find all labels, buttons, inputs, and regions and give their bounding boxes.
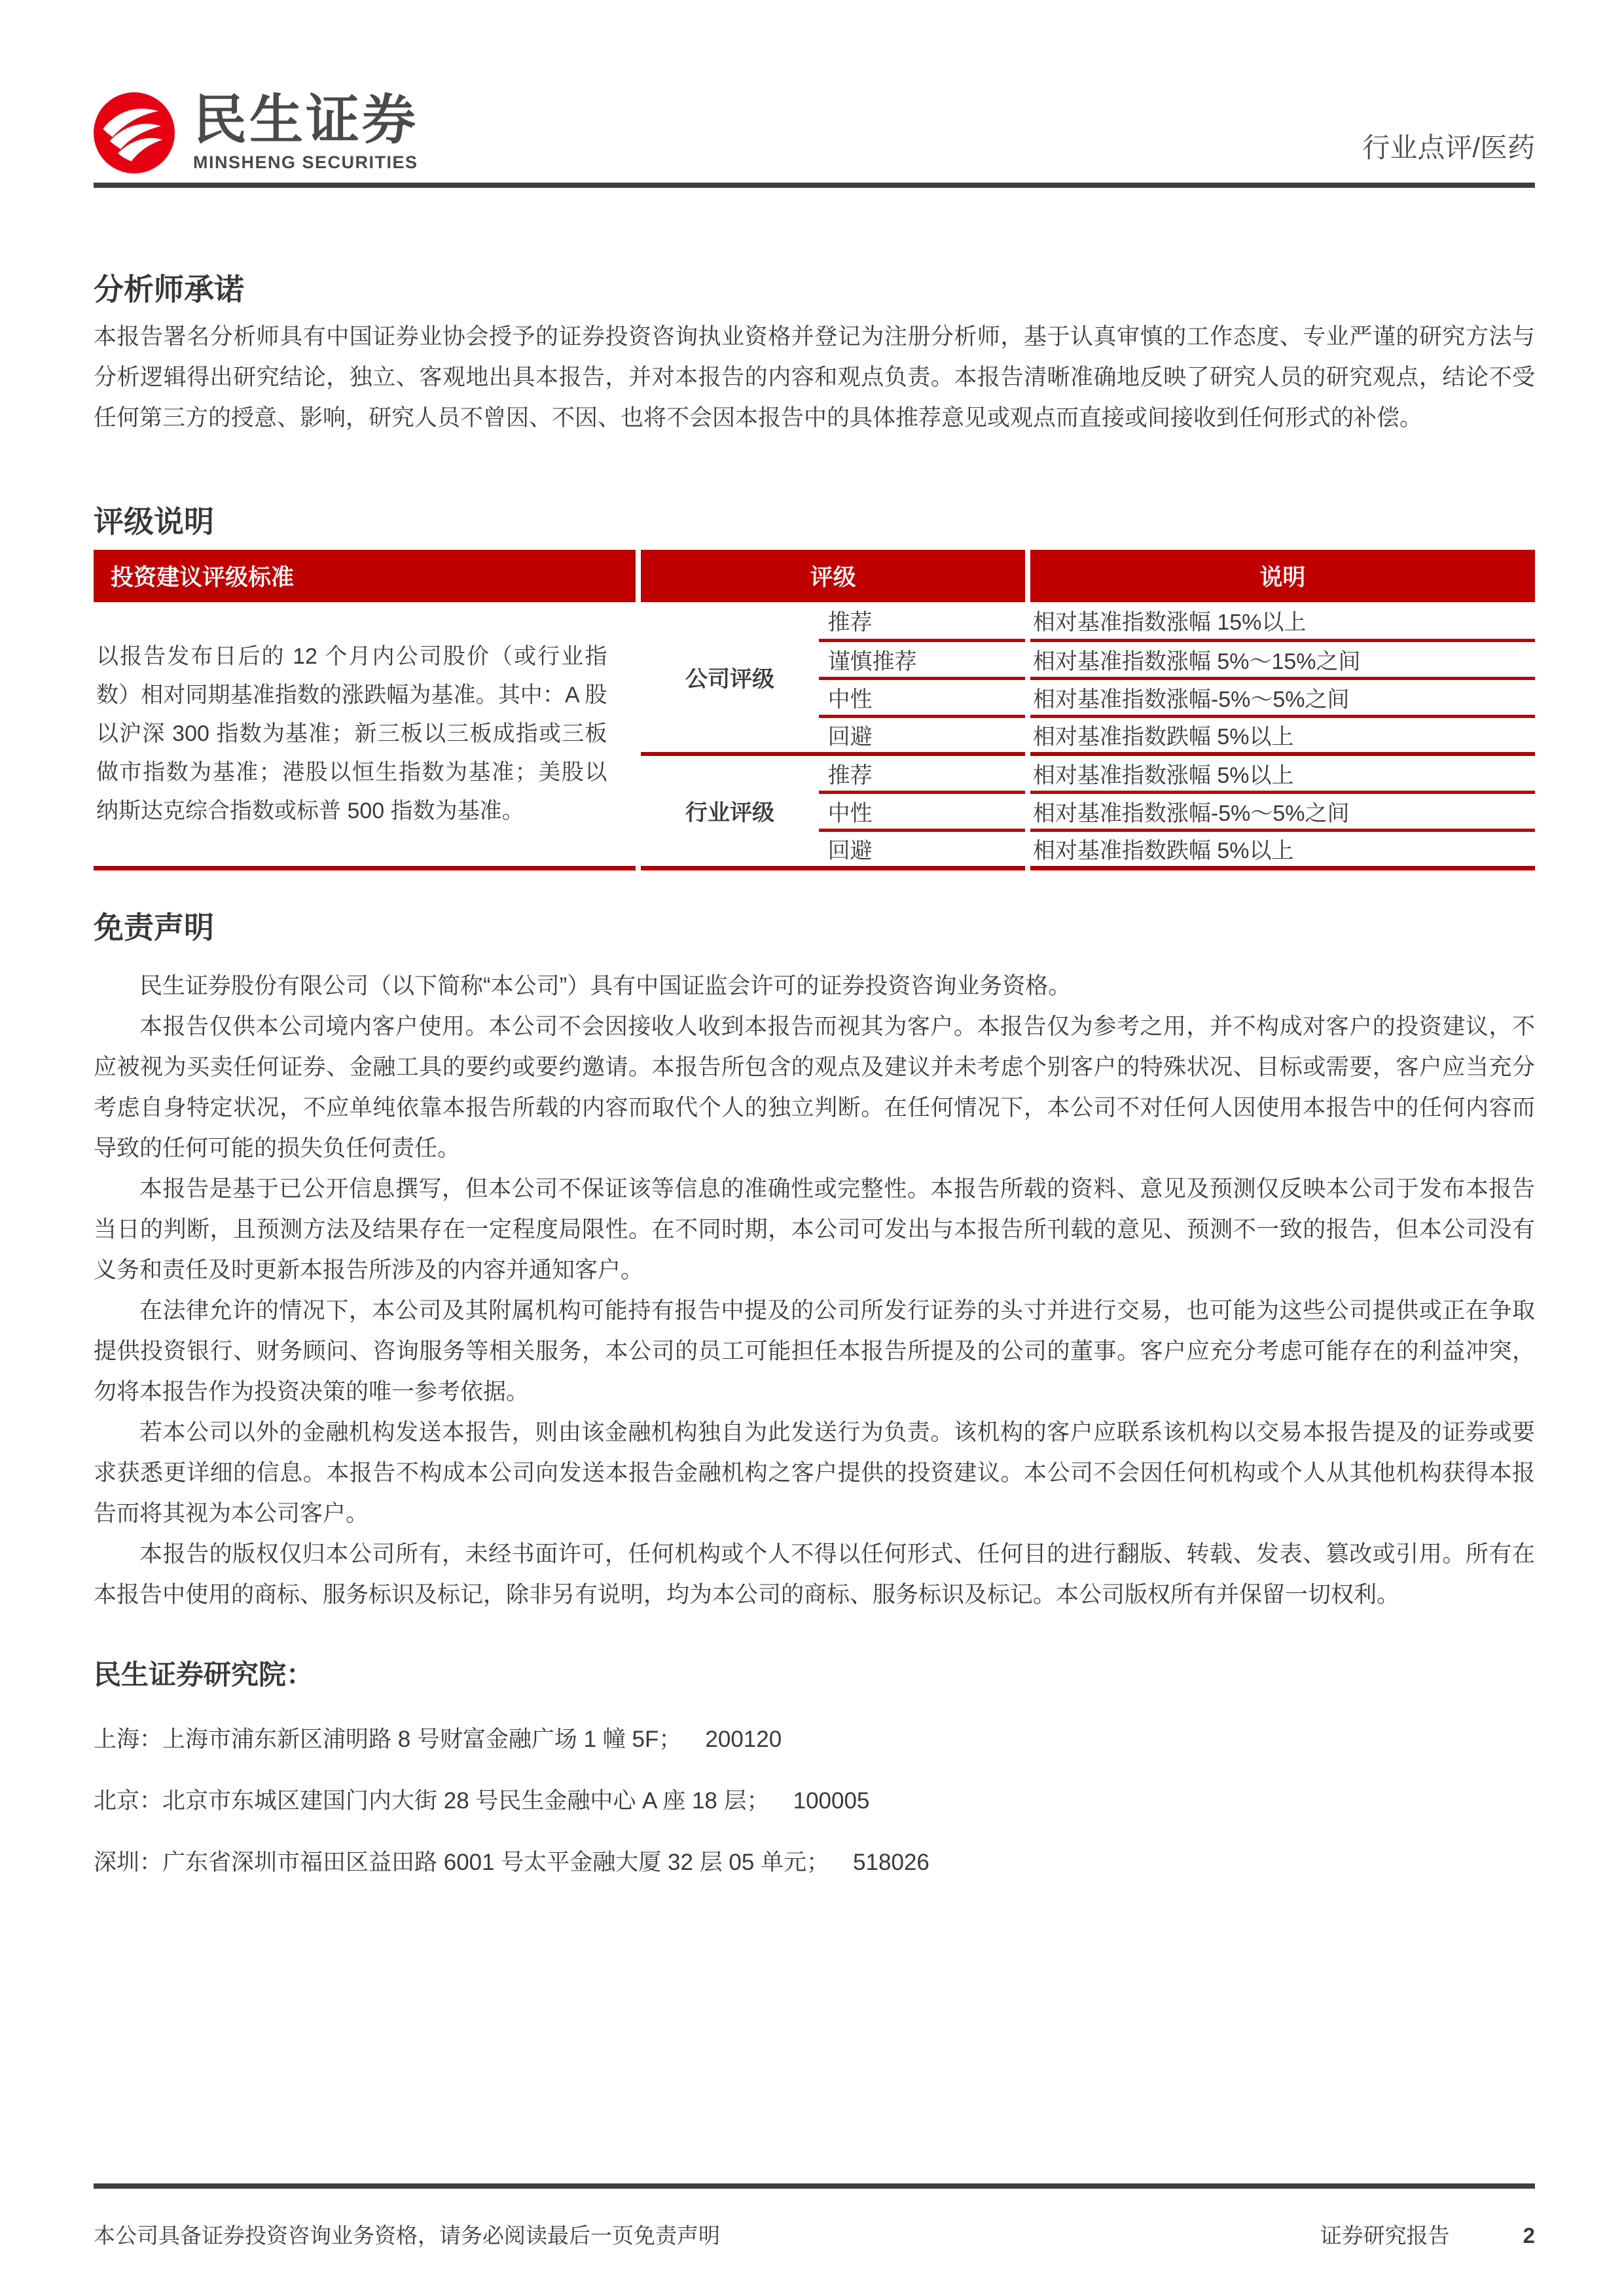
col-header-rating: 评级: [638, 550, 1028, 602]
office-shanghai: [94, 1721, 1535, 1754]
minsheng-logo-icon: [94, 92, 175, 173]
rating-desc: 相对基准指数涨幅 5%以上: [1028, 754, 1535, 792]
disclaimer-paragraph: 若本公司以外的金融机构发送本报告，则由该金融机构独自为此发送行为负责。该机构的客户应联系该机构以交易本报告提及的证券或要求获悉更详细的信息。本报告不构成本公司向发送本报告金融机构之客户提供的投资建议。本公司不会因任何机构或个人从其他机构获得本报告而将其视为本公司客户。: [94, 1420, 1535, 1527]
page-header: [94, 0, 1535, 188]
table-row: [94, 602, 1535, 640]
rating-table: [94, 550, 1535, 870]
analyst-commitment-title: 分析师承诺: [94, 272, 244, 306]
page-footer: [94, 2183, 1535, 2250]
footer-qualification-note: 本公司具备证券投资咨询业务资格，请务必阅读最后一页免责声明: [94, 2223, 720, 2248]
footer-right: [1320, 2219, 1535, 2250]
logo-name-en: MINSHENG SECURITIES: [193, 152, 418, 173]
rating-desc: 相对基准指数涨幅 15%以上: [1028, 602, 1535, 640]
rating-name: 谨慎推荐: [819, 640, 1028, 678]
disclaimer-paragraph: 本报告的版权仅归本公司所有，未经书面许可，任何机构或个人不得以任何形式、任何目的进行翻版、转载、发表、篡改或引用。所有在本报告中使用的商标、服务标识及标记，除非另有说明，均为本公司的商标、服务标识及标记。本公司版权所有并保留一切权利。: [94, 1541, 1535, 1608]
office-address: 深圳：广东省深圳市福田区益田路 6001 号太平金融大厦 32 层 05 单元；: [94, 1850, 830, 1876]
rating-desc: 相对基准指数涨幅-5%～5%之间: [1028, 792, 1535, 830]
analyst-commitment-body: 本报告署名分析师具有中国证券业协会授予的证券投资咨询执业资格并登记为注册分析师，基于认真审慎的工作态度、专业严谨的研究方法与分析逻辑得出研究结论，独立、客观地出具本报告，并对本报告的内容和观点负责。本报告清晰准确地反映了研究人员的研究观点，结论不受任何第三方的授意、影响，研究人员不曾因、不因、也将不会因本报告中的具体推荐意见或观点而直接或间接收到任何形式的补偿。: [94, 323, 1535, 431]
rating-desc: 相对基准指数跌幅 5%以上: [1028, 830, 1535, 868]
disclaimer-paragraph: 本报告是基于已公开信息撰写，但本公司不保证该等信息的准确性或完整性。本报告所载的资料、意见及预测仅反映本公司于发布本报告当日的判断，且预测方法及结果存在一定程度局限性。在不同时期，本公司可发出与本报告所刊载的意见、预测不一致的报告，但本公司没有义务和责任及时更新本报告所涉及的内容并通知客户。: [94, 1176, 1535, 1283]
rating-name: 中性: [819, 678, 1028, 716]
logo-name-cn: 民生证券: [193, 90, 419, 150]
disclaimer-body: [94, 966, 1535, 1615]
rating-table-header-row: [94, 550, 1535, 602]
disclaimer-title: 免责声明: [94, 910, 214, 944]
disclaimer-paragraph: 民生证券股份有限公司（以下简称“本公司”）具有中国证监会许可的证券投资咨询业务资格。: [139, 973, 1072, 999]
office-address: 上海：上海市浦东新区浦明路 8 号财富金融广场 1 幢 5F；: [94, 1727, 682, 1753]
footer-report-type: 证券研究报告: [1320, 2223, 1450, 2248]
rating-name: 中性: [819, 792, 1028, 830]
office-zip: 518026: [853, 1850, 929, 1876]
report-category: 行业点评/医药: [1362, 132, 1535, 163]
rating-name: 回避: [819, 716, 1028, 754]
industry-rating-category: 行业评级: [638, 754, 818, 868]
rating-desc: 相对基准指数涨幅-5%～5%之间: [1028, 678, 1535, 716]
rating-name: 回避: [819, 830, 1028, 868]
office-shenzhen: [94, 1844, 1535, 1877]
research-institute-title: 民生证券研究院：: [94, 1659, 314, 1691]
col-header-desc: 说明: [1028, 550, 1535, 602]
col-header-criteria: 投资建议评级标准: [94, 550, 638, 602]
rating-name: 推荐: [827, 610, 873, 636]
rating-section-title: 评级说明: [94, 504, 214, 539]
rating-name: 推荐: [819, 754, 1028, 792]
rating-criteria-cell: 以报告发布日后的 12 个月内公司股价（或行业指数）相对同期基准指数的涨跌幅为基准。其中：A 股以沪深 300 指数为基准；新三板以三板成指或三板做市指数为基准；港股以恒生指数为基准；美股以纳斯达克综合指数或标普 500 指数为基准。: [96, 643, 607, 823]
rating-desc: 相对基准指数跌幅 5%以上: [1028, 716, 1535, 754]
office-zip: 100005: [793, 1788, 870, 1814]
disclaimer-paragraph: 在法律允许的情况下，本公司及其附属机构可能持有报告中提及的公司所发行证券的头寸并进行交易，也可能为这些公司提供或正在争取提供投资银行、财务顾问、咨询服务等相关服务，本公司的员工可能担任本报告所提及的公司的董事。客户应充分考虑可能存在的利益冲突，勿将本报告作为投资决策的唯一参考依据。: [94, 1298, 1535, 1405]
office-beijing: [94, 1783, 1535, 1816]
page-number: 2: [1523, 2223, 1535, 2248]
disclaimer-paragraph: 本报告仅供本公司境内客户使用。本公司不会因接收人收到本报告而视其为客户。本报告仅为参考之用，并不构成对客户的投资建议，不应被视为买卖任何证券、金融工具的要约或要约邀请。本报告所包含的观点及建议并未考虑个别客户的特殊状况、目标或需要，客户应当充分考虑自身特定状况，不应单纯依靠本报告所载的内容而取代个人的独立判断。在任何情况下，本公司不对任何人因使用本报告中的任何内容而导致的任何可能的损失负任何责任。: [94, 1014, 1535, 1162]
office-zip: 200120: [705, 1727, 782, 1753]
office-address: 北京：北京市东城区建国门内大街 28 号民生金融中心 A 座 18 层；: [94, 1788, 770, 1814]
minsheng-logo: [94, 92, 418, 173]
rating-desc: 相对基准指数涨幅 5%～15%之间: [1028, 640, 1535, 678]
company-rating-category: 公司评级: [638, 602, 818, 754]
logo-text: [193, 90, 419, 173]
